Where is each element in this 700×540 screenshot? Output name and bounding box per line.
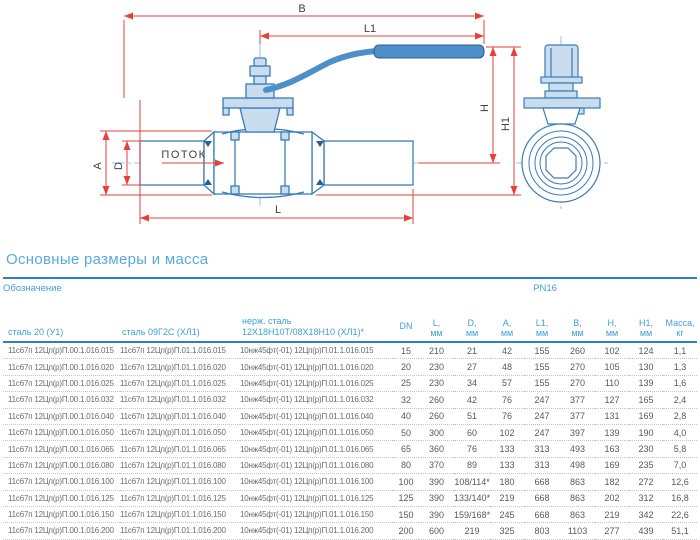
- cell-l1: 313: [524, 441, 560, 457]
- cell-stainless: 10нж45фт(-01) 12Цп(р)П.01.1.016.025: [240, 375, 393, 391]
- cell-b: 270: [560, 375, 595, 391]
- cell-mass: 22,6: [663, 506, 697, 522]
- cell-b: 260: [560, 342, 595, 359]
- col-header-a: A, мм: [490, 298, 524, 342]
- col-header-dn: DN: [393, 298, 419, 342]
- cell-dn: 200: [393, 523, 419, 539]
- cell-d: 76: [454, 441, 490, 457]
- cell-h: 163: [595, 441, 629, 457]
- cell-l1: 668: [524, 506, 560, 522]
- cell-d: 42: [454, 392, 490, 408]
- table-row: [3, 359, 697, 375]
- table-row: [3, 408, 697, 424]
- cell-b: 270: [560, 359, 595, 375]
- cell-d: 219: [454, 523, 490, 539]
- cell-stainless: 10нж45фт(-01) 12Цп(р)П.01.1.016.080: [240, 457, 393, 473]
- cell-d: 159/168*: [454, 506, 490, 522]
- dim-label-d: D: [113, 162, 125, 170]
- cell-stainless: 10нж45фт(-01) 12Цп(р)П.01.1.016.125: [240, 490, 393, 506]
- cell-stainless: 10нж45фт(-01) 12Цп(р)П.01.1.016.040: [240, 408, 393, 424]
- cell-l: 390: [419, 490, 454, 506]
- cell-steel09: 11с67п 12Цп(р)П.01.1.016.080: [120, 457, 240, 473]
- cell-h: 110: [595, 375, 629, 391]
- cell-steel09: 11с67п 12Цп(р)П.01.1.016.040: [120, 408, 240, 424]
- cell-l: 360: [419, 441, 454, 457]
- cell-dn: 125: [393, 490, 419, 506]
- cell-mass: 1,1: [663, 342, 697, 359]
- cell-mass: 7,0: [663, 457, 697, 473]
- cell-dn: 65: [393, 441, 419, 457]
- cell-h1: 165: [629, 392, 663, 408]
- side-view: [522, 45, 600, 202]
- cell-steel20: 11с67п 12Цп(р)П.00.1.016.080: [3, 457, 120, 473]
- cell-b: 377: [560, 408, 595, 424]
- table-row: [3, 441, 697, 457]
- table-row: [3, 375, 697, 391]
- cell-stainless: 10нж45фт(-01) 12Цп(р)П.01.1.016.100: [240, 474, 393, 490]
- cell-stainless: 10нж45фт(-01) 12Цп(р)П.01.1.016.032: [240, 392, 393, 408]
- cell-dn: 150: [393, 506, 419, 522]
- cell-l1: 155: [524, 342, 560, 359]
- cell-h: 105: [595, 359, 629, 375]
- cell-l1: 247: [524, 424, 560, 440]
- cell-l: 230: [419, 359, 454, 375]
- cell-b: 863: [560, 474, 595, 490]
- cell-steel20: 11с67п 12Цп(р)П.00.1.016.020: [3, 359, 120, 375]
- cell-l1: 313: [524, 457, 560, 473]
- cell-mass: 16,8: [663, 490, 697, 506]
- col-header-l: L, мм: [419, 298, 454, 342]
- cell-h: 219: [595, 506, 629, 522]
- cell-steel09: 11с67п 12Цп(р)П.01.1.016.150: [120, 506, 240, 522]
- cell-b: 377: [560, 392, 595, 408]
- table-row: [3, 342, 697, 359]
- cell-a: 219: [490, 490, 524, 506]
- cell-l: 390: [419, 506, 454, 522]
- cell-l: 370: [419, 457, 454, 473]
- header-pn16: PN16: [393, 278, 697, 298]
- dim-label-a: A: [92, 162, 104, 170]
- cell-b: 397: [560, 424, 595, 440]
- stem-assembly: [223, 58, 293, 132]
- col-header-steel20: сталь 20 (У1): [3, 298, 120, 342]
- cell-stainless: 10нж45фт(-01) 12Цп(р)П.01.1.016.050: [240, 424, 393, 440]
- cell-l1: 668: [524, 474, 560, 490]
- table-row: [3, 506, 697, 522]
- cell-steel20: 11с67п 12Цп(р)П.00.1.016.040: [3, 408, 120, 424]
- cell-steel20: 11с67п 12Цп(р)П.00.1.016.025: [3, 375, 120, 391]
- cell-a: 48: [490, 359, 524, 375]
- col-header-mass: Масса, кг: [663, 298, 697, 342]
- cell-h: 102: [595, 342, 629, 359]
- cell-l1: 668: [524, 490, 560, 506]
- cell-h: 139: [595, 424, 629, 440]
- cell-stainless: 10нж45фт(-01) 12Цп(р)П.01.1.016.150: [240, 506, 393, 522]
- cell-l: 300: [419, 424, 454, 440]
- cell-dn: 100: [393, 474, 419, 490]
- cell-mass: 12,6: [663, 474, 697, 490]
- cell-b: 863: [560, 506, 595, 522]
- col-header-h: H, мм: [595, 298, 629, 342]
- cell-mass: 51,1: [663, 523, 697, 539]
- table-row: [3, 392, 697, 408]
- cell-steel09: 11с67п 12Цп(р)П.01.1.016.050: [120, 424, 240, 440]
- dim-label-l1: L1: [363, 23, 377, 35]
- col-header-l1: L1, мм: [524, 298, 560, 342]
- cell-h: 202: [595, 490, 629, 506]
- cell-mass: 1,6: [663, 375, 697, 391]
- cell-mass: 2,4: [663, 392, 697, 408]
- cell-mass: 4,0: [663, 424, 697, 440]
- col-header-h1: H1, мм: [629, 298, 663, 342]
- cell-h: 182: [595, 474, 629, 490]
- cell-b: 498: [560, 457, 595, 473]
- table-row: [3, 424, 697, 440]
- header-designation: Обозначение: [3, 278, 393, 298]
- cell-d: 34: [454, 375, 490, 391]
- cell-steel20: 11с67п 12Цп(р)П.00.1.016.015: [3, 342, 120, 359]
- col-header-steel09g2s: сталь 09Г2С (ХЛ1): [120, 298, 240, 342]
- lever-handle: [266, 45, 484, 90]
- cell-a: 57: [490, 375, 524, 391]
- cell-h: 131: [595, 408, 629, 424]
- cell-steel09: 11с67п 12Цп(р)П.01.1.016.025: [120, 375, 240, 391]
- col-header-stainless-line2: 12Х18Н10Т/08Х18Н10 (ХЛ1)*: [242, 327, 364, 337]
- cell-l1: 247: [524, 408, 560, 424]
- cell-d: 89: [454, 457, 490, 473]
- dim-label-b: B: [298, 3, 306, 15]
- cell-l: 230: [419, 375, 454, 391]
- dim-label-l: L: [274, 204, 282, 216]
- cell-d: 51: [454, 408, 490, 424]
- cell-dn: 15: [393, 342, 419, 359]
- cell-a: 325: [490, 523, 524, 539]
- dim-label-h: H: [479, 104, 491, 112]
- cell-mass: 1,3: [663, 359, 697, 375]
- table-row: [3, 457, 697, 473]
- cell-steel09: 11с67п 12Цп(р)П.01.1.016.125: [120, 490, 240, 506]
- cell-h: 277: [595, 523, 629, 539]
- col-header-b: B, мм: [560, 298, 595, 342]
- cell-dn: 80: [393, 457, 419, 473]
- cell-dn: 25: [393, 375, 419, 391]
- section-title: Основные размеры и масса: [6, 251, 209, 268]
- cell-a: 76: [490, 392, 524, 408]
- cell-steel20: 11с67п 12Цп(р)П.00.1.016.200: [3, 523, 120, 539]
- cell-a: 133: [490, 457, 524, 473]
- cell-h1: 124: [629, 342, 663, 359]
- cell-l: 260: [419, 408, 454, 424]
- table-row: [3, 474, 697, 490]
- col-header-stainless-line1: нерж. сталь: [242, 316, 292, 326]
- front-view: [140, 45, 484, 198]
- cell-h1: 235: [629, 457, 663, 473]
- dim-label-h1: H1: [500, 116, 512, 132]
- cell-d: 60: [454, 424, 490, 440]
- cell-d: 108/114*: [454, 474, 490, 490]
- cell-h1: 169: [629, 408, 663, 424]
- cell-dn: 40: [393, 408, 419, 424]
- cell-h1: 230: [629, 441, 663, 457]
- cell-l1: 155: [524, 375, 560, 391]
- cell-h1: 342: [629, 506, 663, 522]
- table-row: [3, 523, 697, 539]
- cell-l1: 803: [524, 523, 560, 539]
- cell-d: 21: [454, 342, 490, 359]
- cell-h1: 439: [629, 523, 663, 539]
- cell-h: 169: [595, 457, 629, 473]
- cell-a: 42: [490, 342, 524, 359]
- cell-steel20: 11с67п 12Цп(р)П.00.1.016.050: [3, 424, 120, 440]
- cell-a: 180: [490, 474, 524, 490]
- cell-b: 1103: [560, 523, 595, 539]
- cell-mass: 5,8: [663, 441, 697, 457]
- cell-l: 390: [419, 474, 454, 490]
- table-body: [3, 342, 697, 539]
- cell-steel09: 11с67п 12Цп(р)П.01.1.016.020: [120, 359, 240, 375]
- cell-a: 245: [490, 506, 524, 522]
- cell-l1: 247: [524, 392, 560, 408]
- cell-stainless: 10нж45фт(-01) 12Цп(р)П.01.1.016.200: [240, 523, 393, 539]
- cell-steel09: 11с67п 12Цп(р)П.01.1.016.065: [120, 441, 240, 457]
- cell-l: 260: [419, 392, 454, 408]
- cell-stainless: 10нж45фт(-01) 12Цп(р)П.01.1.016.020: [240, 359, 393, 375]
- cell-d: 27: [454, 359, 490, 375]
- cell-steel20: 11с67п 12Цп(р)П.00.1.016.100: [3, 474, 120, 490]
- cell-l1: 155: [524, 359, 560, 375]
- col-header-d: D, мм: [454, 298, 490, 342]
- flow-label: ПОТОК: [161, 149, 207, 161]
- cell-h1: 130: [629, 359, 663, 375]
- cell-a: 102: [490, 424, 524, 440]
- valve-technical-drawing: [0, 0, 700, 248]
- cell-h1: 190: [629, 424, 663, 440]
- cell-b: 863: [560, 490, 595, 506]
- dimensions-table: [3, 277, 697, 540]
- cell-l: 600: [419, 523, 454, 539]
- cell-a: 133: [490, 441, 524, 457]
- cell-d: 133/140*: [454, 490, 490, 506]
- cell-h1: 139: [629, 375, 663, 391]
- cell-steel09: 11с67п 12Цп(р)П.01.1.016.200: [120, 523, 240, 539]
- cell-a: 76: [490, 408, 524, 424]
- cell-dn: 32: [393, 392, 419, 408]
- table-row: [3, 490, 697, 506]
- cell-h1: 272: [629, 474, 663, 490]
- cell-steel20: 11с67п 12Цп(р)П.00.1.016.125: [3, 490, 120, 506]
- cell-steel20: 11с67п 12Цп(р)П.00.1.016.032: [3, 392, 120, 408]
- cell-steel09: 11с67п 12Цп(р)П.01.1.016.100: [120, 474, 240, 490]
- cell-steel09: 11с67п 12Цп(р)П.01.1.016.015: [120, 342, 240, 359]
- cell-steel20: 11с67п 12Цп(р)П.00.1.016.150: [3, 506, 120, 522]
- cell-h: 127: [595, 392, 629, 408]
- cell-dn: 50: [393, 424, 419, 440]
- cell-stainless: 10нж45фт(-01) 12Цп(р)П.01.1.016.015: [240, 342, 393, 359]
- cell-l: 210: [419, 342, 454, 359]
- cell-h1: 312: [629, 490, 663, 506]
- cell-stainless: 10нж45фт(-01) 12Цп(р)П.01.1.016.065: [240, 441, 393, 457]
- cell-steel20: 11с67п 12Цп(р)П.00.1.016.065: [3, 441, 120, 457]
- cell-steel09: 11с67п 12Цп(р)П.01.1.016.032: [120, 392, 240, 408]
- cell-mass: 2,8: [663, 408, 697, 424]
- cell-dn: 20: [393, 359, 419, 375]
- col-header-stainless: [240, 298, 393, 342]
- cell-b: 493: [560, 441, 595, 457]
